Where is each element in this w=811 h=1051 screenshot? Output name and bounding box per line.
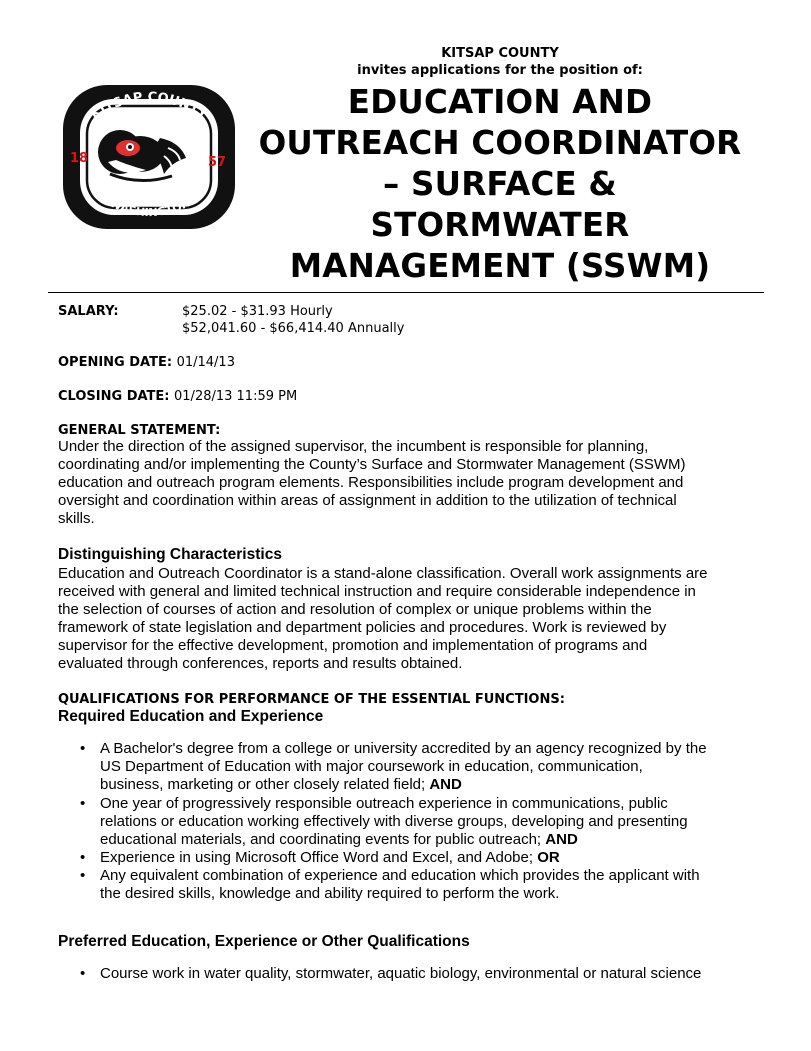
text-line <box>100 831 776 849</box>
closing-date-value: 01/28/13 11:59 PM <box>174 389 298 404</box>
svg-text:57: 57 <box>208 155 227 170</box>
closing-date-label: CLOSING DATE: <box>58 389 170 404</box>
text-line: Course work in water quality, stormwater, aquatic biology, environmental or natural science <box>100 965 702 982</box>
salary-annual: $52,041.60 - $66,414.40 Annually <box>182 321 405 336</box>
text-line: US Department of Education with major coursework in education, communication, <box>100 758 643 775</box>
text-line: Under the direction of the assigned supervisor, the incumbent is responsible for planning, <box>58 438 649 455</box>
svg-text:WASHINGTON: WASHINGTON <box>107 196 193 220</box>
emphasis: AND <box>429 776 462 793</box>
bullet: • <box>80 849 86 866</box>
text-line: skills. <box>58 510 95 527</box>
title-line: MANAGEMENT (SSWM) <box>289 247 711 285</box>
text-line: the selection of courses of action and resolution of complex or unique problems within the <box>58 601 652 618</box>
list-item <box>80 849 776 867</box>
text-span: Experience in using Microsoft Office Word and Excel, and Adobe; <box>100 849 538 866</box>
kitsap-county-seal-logo <box>60 82 238 232</box>
text-line: education and outreach program elements. Responsibilities include program development and <box>58 474 684 491</box>
invitation-line: invites applications for the position of: <box>357 63 643 78</box>
general-statement-text <box>58 438 758 528</box>
text-line: coordinating and/or implementing the County’s Surface and Stormwater Management (SSWM) <box>58 456 686 473</box>
qualifications-heading: QUALIFICATIONS FOR PERFORMANCE OF THE ESSENTIAL FUNCTIONS: <box>58 692 565 707</box>
bullet: • <box>80 740 86 757</box>
general-statement-heading: GENERAL STATEMENT: <box>58 423 221 438</box>
svg-text:KITSAP COUNTY: KITSAP COUNTY <box>88 89 210 123</box>
distinguishing-text <box>58 565 758 673</box>
text-line: received with general and limited technical instruction and require considerable independence in <box>58 583 696 600</box>
employer-name: KITSAP COUNTY <box>441 46 559 61</box>
text-line: A Bachelor's degree from a college or university accredited by an agency recognized by the <box>100 740 707 757</box>
distinguishing-heading: Distinguishing Characteristics <box>58 546 282 563</box>
text-line: framework of state legislation and department policies and procedures. Work is reviewed by <box>58 619 667 636</box>
text-line: the desired skills, knowledge and ability required to perform the work. <box>100 885 560 902</box>
header-divider <box>48 292 764 293</box>
text-span: business, marketing or other closely related field; <box>100 776 430 793</box>
preferred-heading: Preferred Education, Experience or Other Qualifications <box>58 933 470 950</box>
emphasis: OR <box>537 849 560 866</box>
list-item <box>80 867 776 903</box>
title-line: STORMWATER <box>370 206 630 244</box>
position-title <box>240 82 760 287</box>
salary-label: SALARY: <box>58 304 119 319</box>
text-line: evaluated through conferences, reports and results obtained. <box>58 655 463 672</box>
emphasis: AND <box>545 831 578 848</box>
opening-date-value: 01/14/13 <box>176 355 235 370</box>
text-line <box>100 849 776 867</box>
text-line: Any equivalent combination of experience and education which provides the applicant with <box>100 867 700 884</box>
bullet: • <box>80 965 86 982</box>
list-item <box>80 740 776 794</box>
title-line: OUTREACH COORDINATOR <box>258 124 742 162</box>
text-span: educational materials, and coordinating events for public outreach; <box>100 831 546 848</box>
title-line: EDUCATION AND <box>347 83 653 121</box>
list-item <box>80 965 776 983</box>
text-line: relations or education working effectively with diverse groups, developing and presenting <box>100 813 688 830</box>
text-line: Education and Outreach Coordinator is a stand-alone classification. Overall work assignments are <box>58 565 708 582</box>
opening-date <box>58 354 235 371</box>
bullet: • <box>80 795 86 812</box>
text-line <box>100 776 776 794</box>
text-line: oversight and coordination within areas of assignment in addition to the utilization of technical <box>58 492 677 509</box>
text-line: One year of progressively responsible outreach experience in communications, public <box>100 795 668 812</box>
svg-text:18: 18 <box>70 151 89 166</box>
salary-hourly: $25.02 - $31.93 Hourly <box>182 304 333 319</box>
title-line: – SURFACE & <box>383 165 617 203</box>
bullet: • <box>80 867 86 884</box>
list-item <box>80 795 776 849</box>
closing-date <box>58 388 297 405</box>
opening-date-label: OPENING DATE: <box>58 355 173 370</box>
required-heading: Required Education and Experience <box>58 708 324 725</box>
text-line: supervisor for the effective development, promotion and implementation of programs and <box>58 637 648 654</box>
